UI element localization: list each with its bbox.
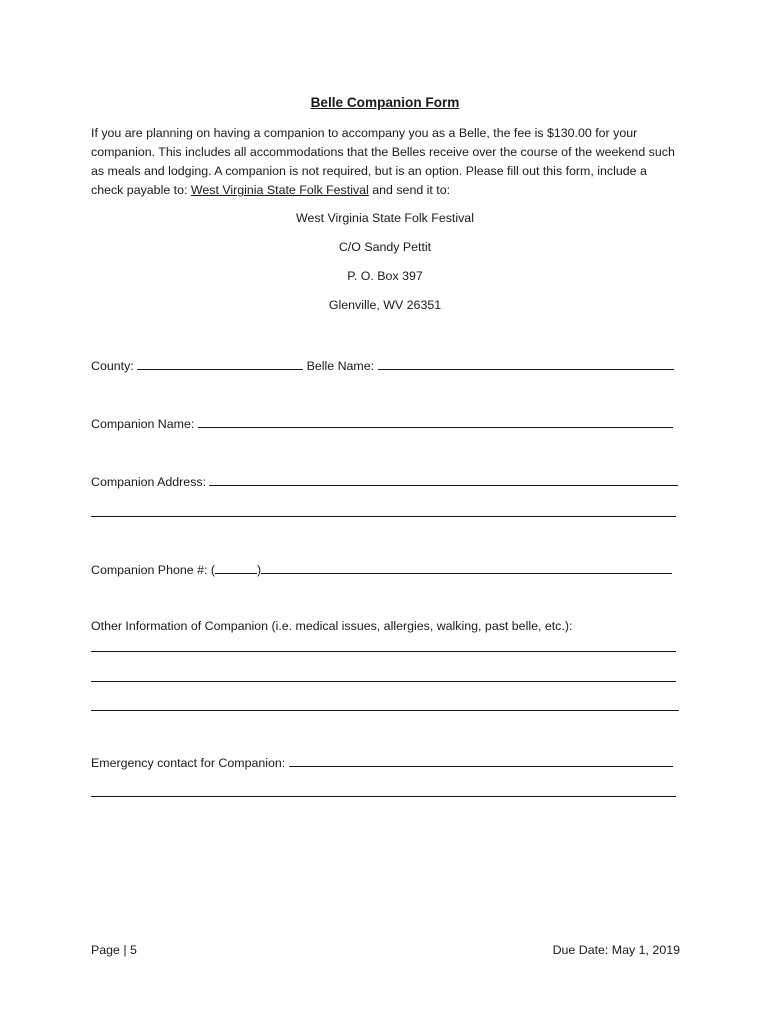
other-info-line-3[interactable]: [91, 710, 679, 711]
emergency-contact-field[interactable]: [289, 754, 673, 767]
emergency-contact-row: [91, 754, 673, 770]
form-title: Belle Companion Form: [310, 95, 460, 110]
companion-name-field[interactable]: [198, 415, 673, 428]
companion-name-label: Companion Name:: [91, 417, 198, 431]
county-belle-row: [91, 357, 674, 373]
other-info-line-2[interactable]: [91, 681, 676, 682]
county-label: County:: [91, 359, 138, 373]
county-field[interactable]: [137, 357, 303, 370]
address-line-3: P. O. Box 397: [347, 269, 423, 283]
intro-text-end: and send it to:: [368, 183, 451, 197]
intro-text: If you are planning on having a companion to accompany you as a Belle, the fee is $130.00 for your companion. This includes all accommodations that the Belles receive over the course of the weekend such as meals and lodging. A companion is not required, but is an option. Please fill out this form, include a check payable to:: [91, 126, 675, 197]
page-number: Page | 5: [91, 943, 137, 957]
intro-paragraph: [91, 124, 681, 200]
companion-address-line-2[interactable]: [91, 516, 676, 517]
emergency-contact-label: Emergency contact for Companion:: [91, 756, 289, 770]
companion-phone-row: [91, 561, 672, 577]
other-info-label: Other Information of Companion (i.e. medical issues, allergies, walking, past belle, etc.):: [91, 619, 573, 633]
other-info-line-1[interactable]: [91, 651, 676, 652]
companion-phone-label: Companion Phone #: (: [91, 563, 215, 577]
companion-address-field[interactable]: [209, 473, 678, 486]
phone-close-paren: ): [257, 563, 262, 577]
belle-name-label: Belle Name:: [303, 359, 378, 373]
address-line-2: C/O Sandy Pettit: [338, 240, 432, 254]
address-line-1: West Virginia State Folk Festival: [296, 211, 474, 225]
phone-number-field[interactable]: [261, 561, 672, 574]
due-date: Due Date: May 1, 2019: [552, 943, 680, 957]
companion-address-label: Companion Address:: [91, 475, 210, 489]
address-line-4: Glenville, WV 26351: [328, 298, 442, 312]
companion-name-row: [91, 415, 673, 431]
payee-name: West Virginia State Folk Festival: [190, 183, 369, 197]
belle-name-field[interactable]: [378, 357, 674, 370]
companion-address-row: [91, 473, 678, 489]
emergency-contact-line-2[interactable]: [91, 796, 676, 797]
area-code-field[interactable]: [215, 561, 257, 574]
